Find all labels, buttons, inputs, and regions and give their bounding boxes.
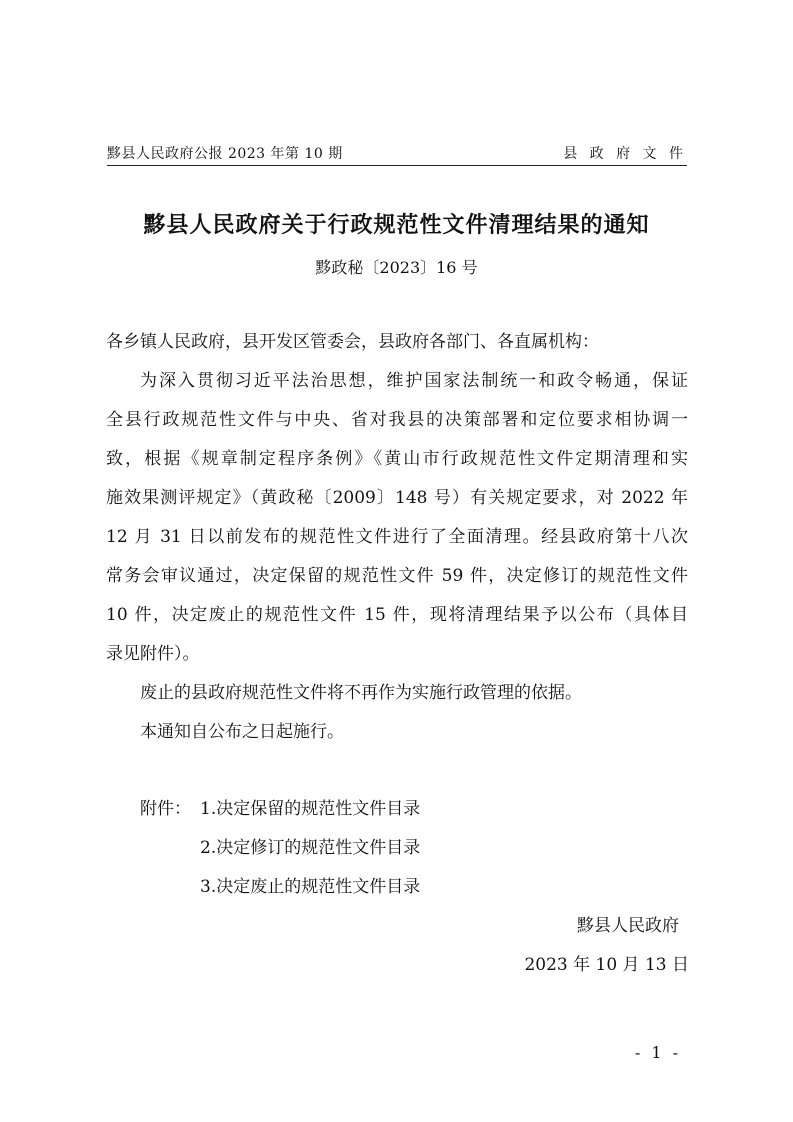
body-line: 施效果测评规定》（黄政秘〔2009〕148 号）有关规定要求，对 2022 年	[106, 488, 688, 508]
body-line: 10 件，决定废止的规范性文件 15 件，现将清理结果予以公布（具体目	[106, 605, 688, 625]
body-line: 录见附件）。	[106, 644, 200, 664]
body-line: 常务会审议通过，决定保留的规范性文件 59 件，决定修订的规范性文件	[106, 566, 688, 586]
bulletin-issue: 黟县人民政府公报 2023 年第 10 期	[107, 146, 343, 162]
issue-date: 2023 年 10 月 13 日	[524, 955, 689, 975]
issuer-signature: 黟县人民政府	[577, 916, 679, 936]
attachment-item: 3.决定废止的规范性文件目录	[200, 877, 421, 897]
body-line: 致，根据《规章制定程序条例》《黄山市行政规范性文件定期清理和实	[106, 449, 688, 469]
attachment-item: 2.决定修订的规范性文件目录	[200, 838, 421, 858]
salutation: 各乡镇人民政府，县开发区管委会，县政府各部门、各直属机构：	[106, 332, 599, 352]
attachment-item: 1.决定保留的规范性文件目录	[200, 799, 421, 819]
attachments-label: 附件：	[140, 799, 191, 819]
abolition-paragraph: 废止的县政府规范性文件将不再作为实施行政管理的依据。	[140, 683, 582, 703]
page-number: - 1 -	[634, 1043, 681, 1062]
body-line: 为深入贯彻习近平法治思想，维护国家法制统一和政令畅通，保证	[140, 371, 688, 391]
body-line: 12 月 31 日以前发布的规范性文件进行了全面清理。经县政府第十八次	[106, 527, 688, 547]
effective-paragraph: 本通知自公布之日起施行。	[140, 722, 344, 742]
body-line: 全县行政规范性文件与中央、省对我县的决策部署和定位要求相协调一	[106, 410, 688, 430]
document-title: 黟县人民政府关于行政规范性文件清理结果的通知	[143, 212, 650, 238]
bulletin-section: 县 政 府 文 件	[563, 146, 687, 162]
document-number: 黟政秘〔2023〕16 号	[315, 258, 478, 277]
bulletin-header	[107, 143, 687, 166]
